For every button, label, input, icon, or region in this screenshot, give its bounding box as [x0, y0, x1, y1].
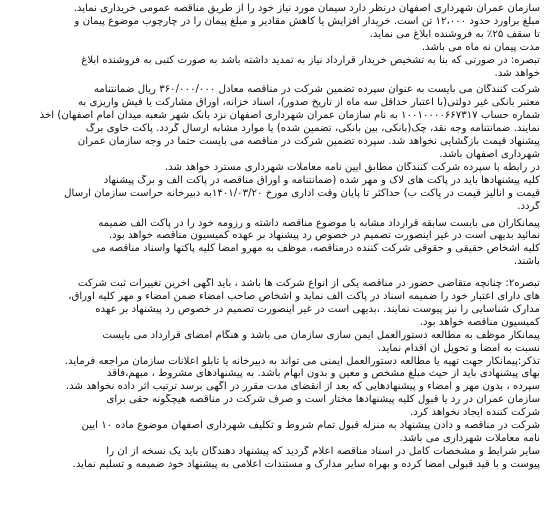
text-line: معتبر بانکی غیر دولتی(با اعتبار حداقل سه ماه از تاریخ صدور)، اسناد خزانه، اوراق مشارکت یا فیش واریزی به — [77, 97, 540, 109]
text-line: سپرده ، بدون مهر و امضاء و پیشنهادهایی که بعد از انقضای مدت مقرر در آگهی برسد ترتیب اثر داده نخواهد شد. — [65, 381, 540, 393]
text-line: سایر شرایط و مشخصات کامل در اسناد مناقصه اعلام گردید که پیشنهاد دهندگان باید یک نسخه از آن را — [106, 445, 540, 457]
text-line: نمائید بدیهی است در غیر اینصورت تصمیم در خصوص رد پیشنهاد بر عهده کمیسیون مناقصه خواهد بود. — [108, 230, 540, 242]
text-line: نامه معاملات شهرداری می باشد. — [399, 433, 540, 444]
text-line: شماره حساب ۱۰۰۱۰۰۰۰۶۶۷۳۱۷ به نام سازمان عمران شهرداری اصفهان نزد بانک شهر شعبه میدان امام اصفهان) اخذ — [39, 110, 540, 122]
text-line: قیمت و آنالیز قیمت در پاکت ب) حداکثر تا پایان وقت اداری مورخ ۱۴۰۱/۰۳/۲۰به دبیرخانه حراست سازمان ارسال — [64, 187, 540, 199]
text-line: تبصره۲: چنانچه متقاضی حضور در مناقصه یکی از انواع شرکت ها باشد ، باید آگهی آخرین تغییرات ثبت شرکت — [77, 278, 540, 290]
text-line: شهرداری اصفهان باشد. — [439, 148, 540, 160]
text-line: پیوست و با قید قبولی امضا کرده و بهراه سایر مدارک و مستندات اعلامی به پیشنهاد خود ضمیمه و تسلیم نماید. — [72, 458, 540, 470]
text-line: مبلغ براورد حدود ۱۲،۰۰۰ تن است. خریدار افزایش یا کاهش مقادیر و مبلغ پیمان را در چارچوب موضوع پیمان و — [74, 15, 540, 27]
text-line: کلیه اشخاص حقیقی و حقوقی شرکت کننده درمناقصه، موظف به مهرو امضا کلیه پاکتها واسناد مناقصه می — [91, 243, 540, 255]
text-line: در رابطه با سپرده شرکت کنندگان مطابق آیین نامه معاملات شهرداری مسترد خواهد شد. — [164, 161, 540, 173]
text-line: نمایند. ضمانتنامه وجه نقد، چک(بانکی، بین بانکی، تضمین شده) یا موارد مشابه ارسال گردد. پاکت حاوی برگ — [85, 123, 540, 135]
text-line: کلیه پیشنهادها باید در پاکت های لاک و مهر شده (ضمانتنامه و اوراق مناقصه در پاکت الف و برگ پیشنهاد — [103, 174, 540, 186]
text-line: گردد. — [517, 200, 540, 212]
text-line: شرکت در مناقصه و دادن پیشنهاد به منزله قبول تمام شروط و تکلیف شهرداری اصفهان موضوع ماده ۱۰ آیین — [81, 420, 540, 432]
text-line: پیمانکاران می بایست سابقه قرارداد مشابه با موضوع مناقصه داشته و رزومه خود را در پاکت الف ضمیمه — [98, 217, 540, 229]
text-line: نسبت به امضا و تحویل آن اقدام نماید. — [377, 342, 540, 354]
paragraph-gap — [8, 269, 540, 278]
text-line: مدارک شناسایی را نیز پیوست نمایند. ،بدیهی است در غیر اینصورت تصمیم در خصوص رد پیشنهاد بر عهده — [95, 303, 540, 315]
text-line: تبصره: در صورتی که بنا به تشخیص خریدار قرارداد نیاز به تمدید داشته باشد به صورت کتبی به فروشنده ابلاغ — [81, 54, 540, 66]
text-line: شرکت کننده ایجاد نخواهد کرد. — [409, 407, 540, 419]
text-line: سازمان عمران شهرداری اصفهان درنظر دارد سیمان مورد نیاز خود را از طریق مناقصه عمومی خریداری نماید. — [73, 3, 540, 14]
text-line: پیمانکار موظف به مطالعه دستورالعمل ایمن سازی سازمان می باشد و هنگام امضای قرارداد می بایست — [102, 329, 540, 341]
text-line: بهای پیشنهادی باید از حیث مبلغ مشخص و معین و بدون ابهام باشد. به پیشنهادهای مشروط ، مبهم،فاقد — [106, 368, 540, 380]
text-line: تا سقف ۲۵٪ به فروشنده ابلاغ می نماید. — [369, 28, 540, 40]
text-line: شرکت کنندگان می بایست به عنوان سپرده تضمین شرکت در مناقصه معادل ۳۶۰/۰۰۰/۰۰۰ ریال ضمانتنامه — [93, 84, 540, 96]
text-line: خواهد شد. — [494, 67, 540, 79]
text-line: پیشنهاد قیمت بازگشایی نخواهد شد. سپرده تضمین شرکت در مناقصه می بایست حتما در وجه سازمان عمران — [77, 136, 540, 148]
text-line: مدت پیمان نه ماه می باشد. — [421, 41, 540, 53]
text-line: کمیسیون مناقصه خواهد بود. — [419, 316, 540, 328]
text-line: های دارای اعتبار خود را ضمیمه اسناد در پاکت الف نماید و اشخاص صاحب امضاء ضمن امضاء و مهر کلیه اوراق، — [68, 291, 540, 303]
text-line: سازمان عمران در رد یا قبول کلیه پیشنهادها مختار است و صرف شرکت در مناقصه هیچگونه حقی برای — [106, 394, 540, 406]
text-line: باشند. — [513, 256, 540, 268]
text-line: تذکر:پیمانکار جهت تهیه یا مطالعه دستورالعمل ایمنی می تواند به دبیرخانه یا تابلو اعلانات سازمان مراجعه فرماید. — [64, 355, 540, 367]
